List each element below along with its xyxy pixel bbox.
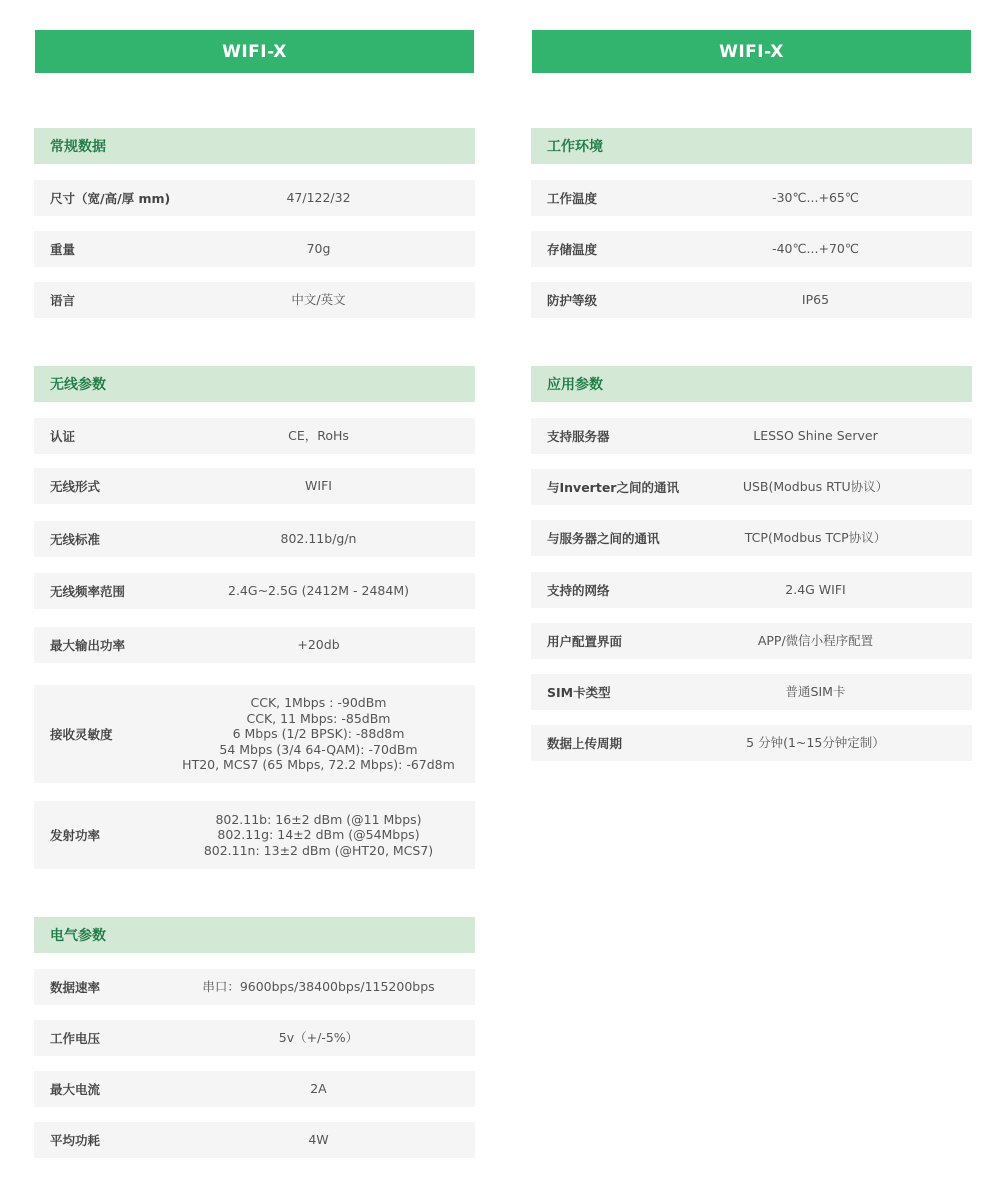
spec-label: 平均功耗 <box>50 1133 101 1148</box>
spec-value-line: +20db <box>297 637 340 653</box>
spec-value-line: 2.4G WIFI <box>785 582 846 598</box>
spec-value-line: 802.11g: 14±2 dBm (@54Mbps) <box>217 827 420 843</box>
spec-value-line: 普通SIM卡 <box>785 684 846 700</box>
spec-value-line: 2A <box>310 1081 327 1097</box>
spec-row <box>34 801 475 869</box>
section-header: 工作环境 <box>531 128 972 164</box>
spec-label: 防护等级 <box>547 293 598 308</box>
spec-row <box>531 520 972 556</box>
spec-value-line: CCK, 11 Mbps: -85dBm <box>246 710 391 726</box>
spec-value <box>174 812 475 859</box>
spec-value <box>174 531 475 547</box>
spec-label: 数据速率 <box>50 980 101 995</box>
spec-label: 最大电流 <box>50 1082 101 1097</box>
spec-value <box>174 478 475 494</box>
spec-value-line: WIFI <box>305 478 332 494</box>
spec-value <box>671 582 972 598</box>
spec-label: 重量 <box>50 242 76 257</box>
spec-value-line: 47/122/32 <box>286 190 351 206</box>
spec-value-line: TCP(Modbus TCP协议） <box>744 530 887 546</box>
spec-value <box>671 292 972 308</box>
spec-value <box>671 428 972 444</box>
spec-row <box>34 1071 475 1107</box>
product-title-bar: WIFI-X <box>35 30 474 73</box>
spec-value <box>174 1132 475 1148</box>
spec-value <box>671 735 972 751</box>
spec-label: 最大输出功率 <box>50 638 126 653</box>
spec-row <box>34 468 475 504</box>
spec-value <box>174 1030 475 1046</box>
spec-value-line: APP/微信小程序配置 <box>757 633 874 649</box>
spec-value-line: 2.4G~2.5G (2412M - 2484M) <box>228 583 409 599</box>
section-header: 电气参数 <box>34 917 475 953</box>
spec-value <box>174 292 475 308</box>
spec-value-line: LESSO Shine Server <box>753 428 878 444</box>
spec-label: 支持服务器 <box>547 429 610 444</box>
section-header: 应用参数 <box>531 366 972 402</box>
spec-value <box>671 479 972 495</box>
spec-value <box>174 428 475 444</box>
spec-row <box>531 469 972 505</box>
spec-label: 无线频率范围 <box>50 584 126 599</box>
spec-value-line: CE，RoHs <box>288 428 349 444</box>
spec-label: 与Inverter之间的通讯 <box>547 480 679 495</box>
spec-value-line: 串口：9600bps/38400bps/115200bps <box>202 979 435 995</box>
spec-value <box>174 637 475 653</box>
spec-value-line: HT20, MCS7 (65 Mbps, 72.2 Mbps): -67d8m <box>182 757 455 773</box>
spec-value <box>174 695 475 773</box>
spec-value-line: -40℃...+70℃ <box>772 241 859 257</box>
spec-value <box>671 633 972 649</box>
spec-row <box>34 627 475 663</box>
section-header: 无线参数 <box>34 366 475 402</box>
spec-value <box>671 684 972 700</box>
spec-value-line: 802.11n: 13±2 dBm (@HT20, MCS7) <box>203 842 434 858</box>
spec-label: 尺寸（宽/高/厚 mm) <box>50 191 171 206</box>
spec-value-line: 802.11b/g/n <box>280 531 357 547</box>
product-title-bar: WIFI-X <box>532 30 971 73</box>
spec-value-line: USB(Modbus RTU协议） <box>742 479 889 495</box>
spec-row <box>531 282 972 318</box>
spec-label: 接收灵敏度 <box>50 727 113 742</box>
spec-value <box>671 190 972 206</box>
spec-value <box>174 1081 475 1097</box>
spec-label: SIM卡类型 <box>547 685 611 700</box>
spec-value-line: 中文/英文 <box>291 292 346 308</box>
spec-row <box>34 685 475 783</box>
spec-label: 与服务器之间的通讯 <box>547 531 660 546</box>
spec-row <box>34 969 475 1005</box>
spec-label: 发射功率 <box>50 828 101 843</box>
spec-label: 认证 <box>50 429 76 444</box>
spec-value-line: 5v（+/-5%） <box>278 1030 359 1046</box>
spec-value <box>671 241 972 257</box>
spec-label: 语言 <box>50 293 76 308</box>
spec-label: 数据上传周期 <box>547 736 623 751</box>
spec-label: 无线标准 <box>50 532 101 547</box>
spec-row <box>34 573 475 609</box>
spec-value <box>174 241 475 257</box>
spec-value-line: IP65 <box>801 292 830 308</box>
spec-row <box>34 418 475 454</box>
spec-value-line: -30℃...+65℃ <box>772 190 859 206</box>
spec-label: 用户配置界面 <box>547 634 623 649</box>
spec-row <box>34 1122 475 1158</box>
spec-value <box>174 190 475 206</box>
spec-label: 支持的网络 <box>547 583 610 598</box>
spec-row <box>531 572 972 608</box>
spec-value <box>671 530 972 546</box>
spec-row <box>34 180 475 216</box>
spec-row <box>34 1020 475 1056</box>
section-header: 常规数据 <box>34 128 475 164</box>
spec-row <box>34 282 475 318</box>
spec-row <box>531 180 972 216</box>
spec-value-line: 5 分钟(1~15分钟定制） <box>746 735 885 751</box>
spec-value-line: 802.11b: 16±2 dBm (@11 Mbps) <box>215 811 422 827</box>
spec-row <box>531 231 972 267</box>
spec-value-line: 6 Mbps (1/2 BPSK): -88d8m <box>232 726 405 742</box>
spec-value-line: 54 Mbps (3/4 64-QAM): -70dBm <box>219 741 418 757</box>
spec-label: 工作电压 <box>50 1031 101 1046</box>
spec-row <box>34 521 475 557</box>
spec-label: 无线形式 <box>50 479 101 494</box>
spec-row <box>531 418 972 454</box>
spec-row <box>34 231 475 267</box>
spec-value-line: CCK, 1Mbps : -90dBm <box>250 695 387 711</box>
spec-value <box>174 979 475 995</box>
spec-row <box>531 623 972 659</box>
spec-value <box>174 583 475 599</box>
spec-row <box>531 674 972 710</box>
spec-value-line: 4W <box>308 1132 329 1148</box>
spec-row <box>531 725 972 761</box>
spec-label: 工作温度 <box>547 191 598 206</box>
spec-value-line: 70g <box>306 241 331 257</box>
spec-label: 存储温度 <box>547 242 598 257</box>
